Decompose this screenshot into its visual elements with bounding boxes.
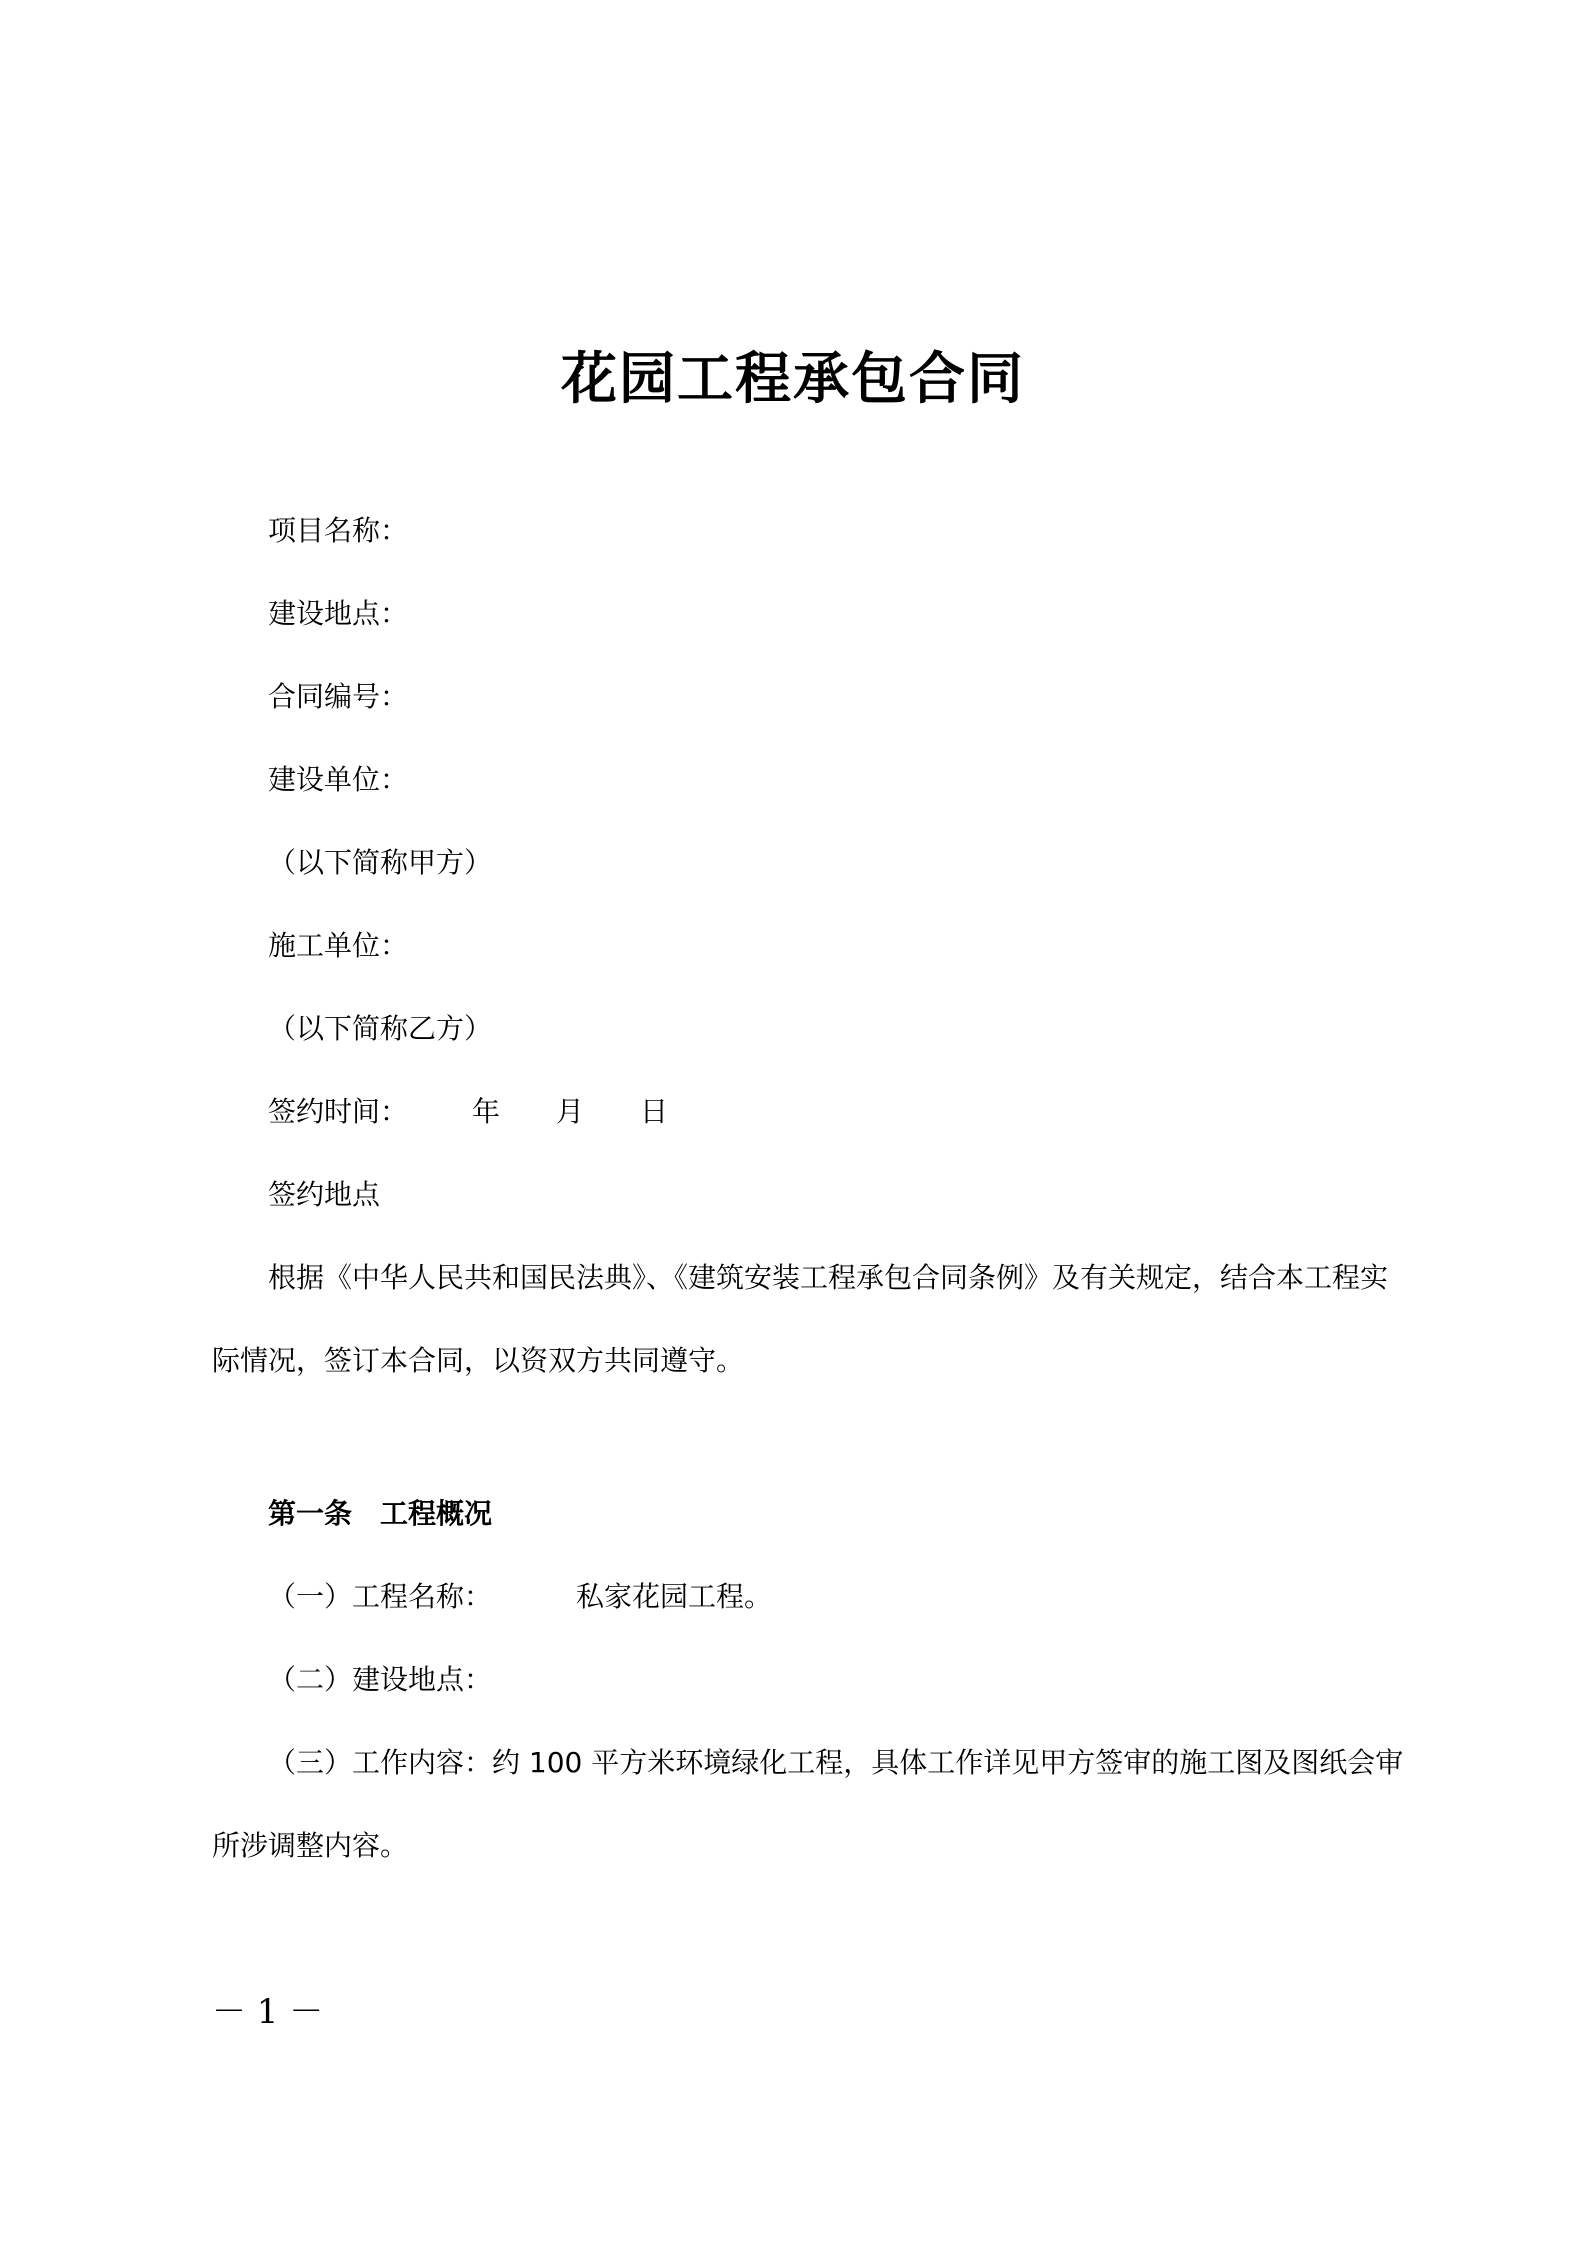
field-owner-abbr: （以下简称甲方） <box>268 846 493 879</box>
article-1-item-3-line-1: （三）工作内容：约 100 平方米环境绿化工程，具体工作详见甲方签审的施工图及图纸会审 <box>268 1746 1404 1779</box>
article-1-heading <box>268 1494 492 1534</box>
document-title: 花园工程承包合同 <box>561 347 1025 412</box>
field-contractor-abbr: （以下简称乙方） <box>268 1012 493 1045</box>
item-1-value: 私家花园工程。 <box>576 1580 773 1613</box>
field-owner: 建设单位： <box>268 763 409 796</box>
field-contract-no: 合同编号： <box>268 680 409 713</box>
article-1-item-2: （二）建设地点： <box>268 1663 493 1696</box>
sign-day-label: 日 <box>640 1095 669 1128</box>
item-1-label: （一）工程名称： <box>268 1580 493 1613</box>
preamble-line-2: 际情况，签订本合同，以资双方共同遵守。 <box>212 1344 745 1377</box>
article-1-heading-text: 工程概况 <box>380 1497 493 1530</box>
field-project-name: 项目名称： <box>268 514 409 547</box>
preamble-line-1: 根据《中华人民共和国民法典》、《建筑安装工程承包合同条例》及有关规定，结合本工程实 <box>268 1261 1389 1294</box>
article-1-number: 第一条 <box>268 1497 353 1530</box>
field-contractor: 施工单位： <box>268 929 409 962</box>
field-sign-time <box>268 1092 668 1132</box>
article-1-item-1 <box>268 1577 772 1617</box>
field-location: 建设地点： <box>268 597 409 630</box>
field-sign-place: 签约地点 <box>268 1178 381 1211</box>
page-number: － 1 － <box>212 1992 324 2032</box>
sign-month-label: 月 <box>556 1095 585 1128</box>
sign-year-label: 年 <box>472 1095 501 1128</box>
sign-time-label: 签约时间： <box>268 1095 409 1128</box>
article-1-item-3-line-2: 所涉调整内容。 <box>212 1829 409 1862</box>
